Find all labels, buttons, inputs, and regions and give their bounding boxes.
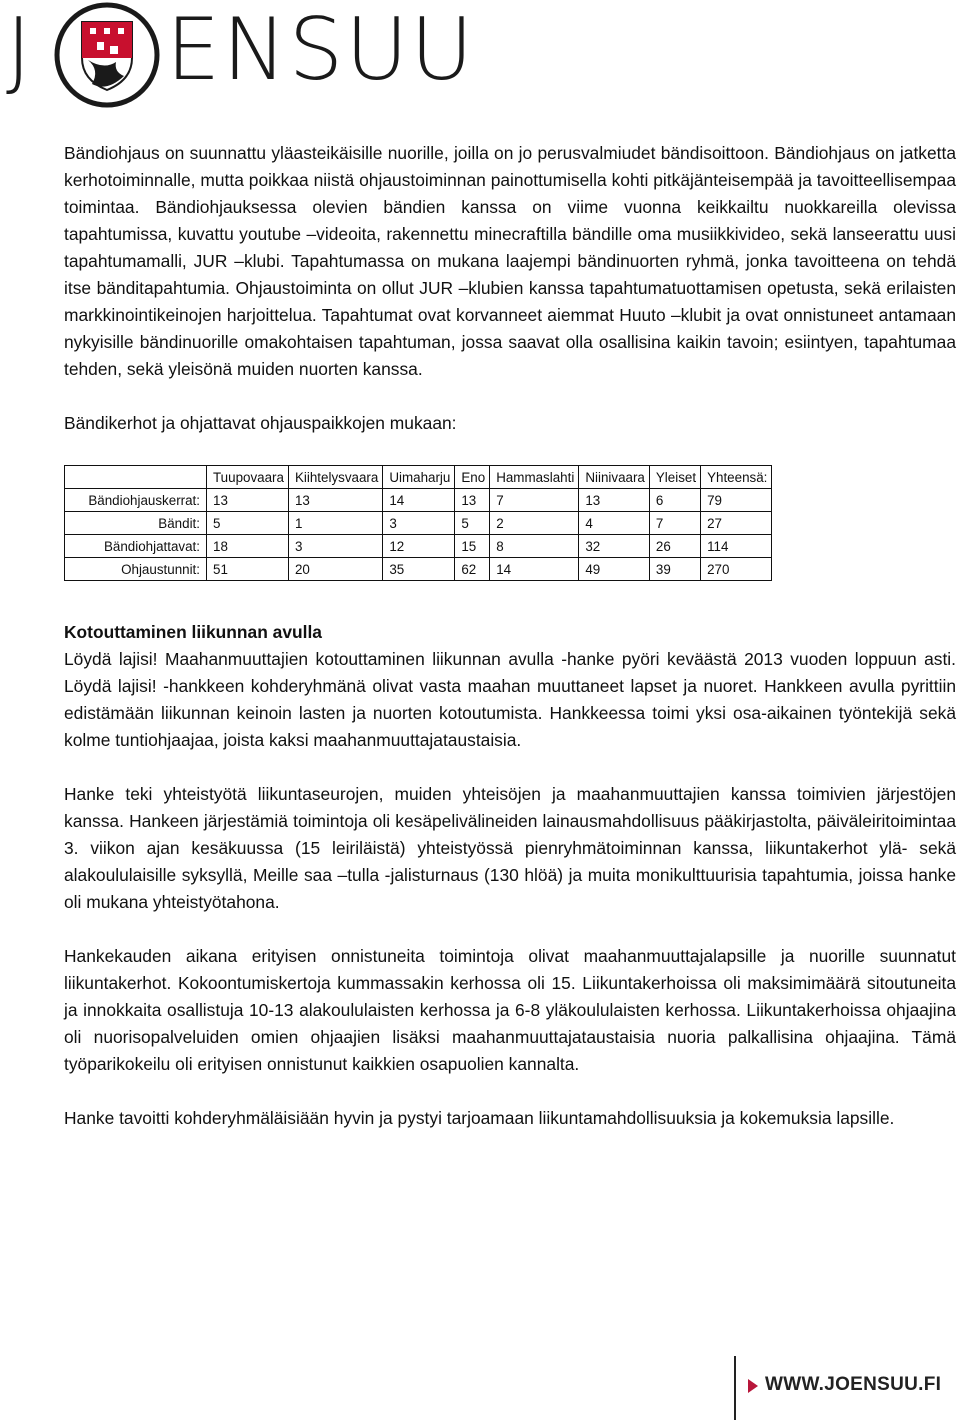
table-cell: 18 xyxy=(207,535,289,558)
joensuu-coat-of-arms-icon xyxy=(52,0,162,110)
table-row-label: Bändit: xyxy=(65,512,207,535)
table-cell: 79 xyxy=(701,489,772,512)
table-row xyxy=(65,535,772,558)
table-cell: 32 xyxy=(579,535,650,558)
table-cell: 3 xyxy=(288,535,382,558)
table-cell: 1 xyxy=(288,512,382,535)
document-body xyxy=(64,140,956,1132)
table-cell: 8 xyxy=(490,535,579,558)
table-caption: Bändikerhot ja ohjattavat ohjauspaikkojen mukaan: xyxy=(64,413,457,433)
table-cell: 2 xyxy=(490,512,579,535)
statistics-table xyxy=(64,465,772,581)
table-cell: 6 xyxy=(649,489,700,512)
table-cell: 20 xyxy=(288,558,382,581)
table-cell: 51 xyxy=(207,558,289,581)
table-header-cell: Hammaslahti xyxy=(490,466,579,489)
table-header-cell: Yleiset xyxy=(649,466,700,489)
table-cell: 39 xyxy=(649,558,700,581)
logo-text-left: J xyxy=(6,0,34,100)
table-cell: 3 xyxy=(383,512,455,535)
section-paragraph: Hanke tavoitti kohderyhmäläisiään hyvin ja pystyi tarjoamaan liikuntamahdollisuuksia ja kokemuksia lapsille. xyxy=(64,1108,895,1128)
table-header-cell: Uimaharju xyxy=(383,466,455,489)
table-cell: 270 xyxy=(701,558,772,581)
section-heading: Kotouttaminen liikunnan avulla xyxy=(64,622,322,642)
table-cell: 14 xyxy=(490,558,579,581)
table-header-cell: Kiihtelysvaara xyxy=(288,466,382,489)
table-cell: 13 xyxy=(579,489,650,512)
table-cell: 7 xyxy=(490,489,579,512)
table-cell: 5 xyxy=(207,512,289,535)
table-header-cell: Tuupovaara xyxy=(207,466,289,489)
table-cell: 26 xyxy=(649,535,700,558)
footer-divider xyxy=(734,1356,736,1420)
table-row xyxy=(65,558,772,581)
table-cell: 14 xyxy=(383,489,455,512)
table-cell: 5 xyxy=(455,512,490,535)
table-cell: 49 xyxy=(579,558,650,581)
table-row-label: Ohjaustunnit: xyxy=(65,558,207,581)
table-row xyxy=(65,512,772,535)
table-row xyxy=(65,489,772,512)
table-cell: 13 xyxy=(207,489,289,512)
website-link[interactable]: WWW.JOENSUU.FI xyxy=(765,1374,942,1395)
table-row-label: Bändiohjauskerrat: xyxy=(65,489,207,512)
table-row-label: Bändiohjattavat: xyxy=(65,535,207,558)
table-header-cell xyxy=(65,466,207,489)
table-cell: 15 xyxy=(455,535,490,558)
table-cell: 27 xyxy=(701,512,772,535)
table-cell: 12 xyxy=(383,535,455,558)
table-cell: 13 xyxy=(455,489,490,512)
intro-paragraph: Bändiohjaus on suunnattu yläasteikäisille nuorille, joilla on jo perusvalmiudet bändisoittoon. Bändiohjaus on jatketta kerhotoiminnalle, mutta poikkaa niistä ohjaustoiminnan painottumisella kohti pitkäjänteisempää ja tavoitteellisempaa toimintaa. Bändiohjauksessa olevien bändien kanssa on viime vuonna keikkailtu nuokkareilla olevissa tapahtumissa, kuvattu youtube –videoita, rakennettu minecraftilla bändille oma musiikkivideo, sekä lanseerattu uusi tapahtumamalli, JUR –klubi. Tapahtumassa on mukana laajempi bändinuorten ryhmä, jonka tavoitteena on tehdä itse bänditapahtumia. Ohjaustoiminta on ollut JUR –klubien kanssa tapahtumatuottamisen opetusta, sekä erilaisten markkinointikeinojen harjoittelua. Tapahtumat ovat korvanneet aiemmat Huuto –klubit ja ovat onnistuneet antamaan nykyisille bändinuorille omakohtaisen tapahtuman, jossa saavat olla osallisina kaikin tavoin; esiintyen, tapahtumaa tehden, sekä yleisönä muiden nuorten kanssa. xyxy=(64,143,956,379)
section-paragraph: Löydä lajisi! Maahanmuuttajien kotouttaminen liikunnan avulla -hanke pyöri keväästä 2013 vuoden loppuun asti. Löydä lajisi! -hankkeen kohderyhmänä olivat vasta maahan muuttaneet lapset ja nuoret. Hankkeen avulla pyrittiin edistämään liikunnan keinoin lasten ja nuorten kotoutumista. Hankkeessa toimi yksi osa-aikainen työntekijä sekä kolme tuntiohjaajaa, joista kaksi maahanmuuttajataustaisia. xyxy=(64,649,956,750)
table-cell: 35 xyxy=(383,558,455,581)
table-cell: 62 xyxy=(455,558,490,581)
table-header-cell: Eno xyxy=(455,466,490,489)
logo-text-right: ENSUU xyxy=(166,0,476,100)
table-cell: 114 xyxy=(701,535,772,558)
section-paragraph: Hanke teki yhteistyötä liikuntaseurojen, muiden yhteisöjen ja maahanmuuttajien kanssa toimivien järjestöjen kanssa. Hankeen järjestämiä toimintoja oli kesäpelivälineiden lainausmahdollisuus pääkirjastolta, päiväleiritoimintaa 3. viikon ajan kesäkuussa (15 leiriläistä) yhteistyössä pienryhmätoiminnan kanssa, liikuntakerhot ylä- sekä alakoululaisille syksyllä, Meille saa –tulla -jalisturnaus (130 hlöä) ja muita monikulttuurisia tapahtumia, joissa hanke oli mukana yhteistyötahona. xyxy=(64,784,956,912)
table-cell: 4 xyxy=(579,512,650,535)
table-header-row xyxy=(65,466,772,489)
table-header-cell: Niinivaara xyxy=(579,466,650,489)
table-header-cell: Yhteensä: xyxy=(701,466,772,489)
table-cell: 7 xyxy=(649,512,700,535)
section-paragraph: Hankekauden aikana erityisen onnistuneita toimintoja olivat maahanmuuttajalapsille ja nuorille suunnatut liikuntakerhot. Kokoontumiskertoja kummassakin kerhossa oli 15. Liikuntakerhoissa oli maksimimäärä sitoutuneita ja innokkaita osallistuja 10-13 alakoululaisten kerhossa ja 6-8 yläkoululaisten kerhossa. Liikuntakerhoissa ohjaajina oli nuorisopalveluiden omien ohjaajien lisäksi maahanmuuttajataustaisia nuoria palkallisina ohjaajina. Tämä työparikokeilu oli erityisen onnistunut kaikkien osapuolien kannalta. xyxy=(64,946,956,1074)
header xyxy=(0,0,960,110)
play-arrow-icon xyxy=(748,1379,758,1393)
table-cell: 13 xyxy=(288,489,382,512)
